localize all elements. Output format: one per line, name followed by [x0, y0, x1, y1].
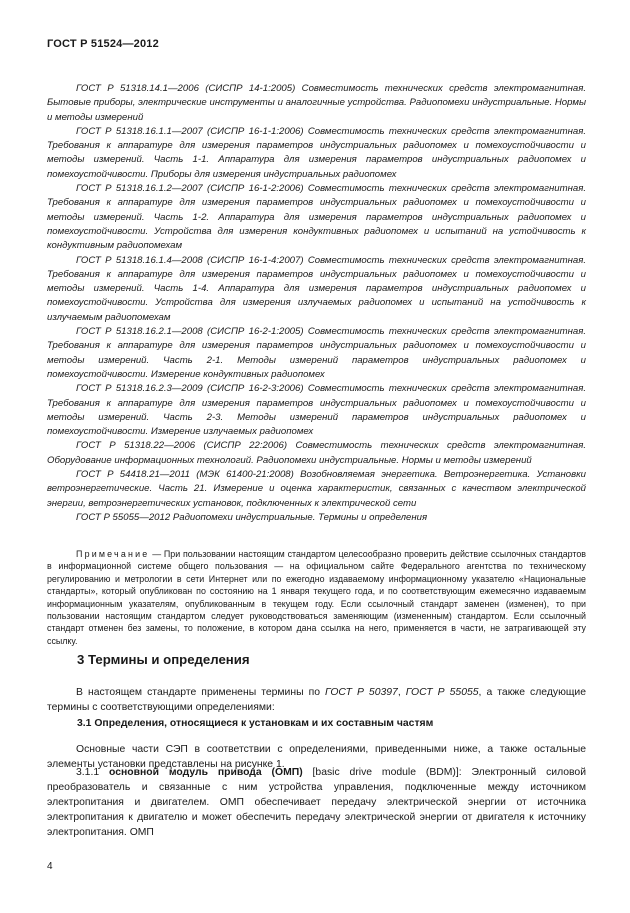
- para1: Основные части СЭП в соответствии с определениями, приведенными ниже, а также остальные элементы установки представлены на рисунке 1.: [47, 744, 586, 770]
- intro-ref: ГОСТ Р 55055: [405, 687, 479, 698]
- term-paragraph: [47, 765, 586, 840]
- reference-item: ГОСТ Р 51318.16.2.3—2009 (СИСПР 16-2-3:2006) Совместимость технических средств электромагнитная. Требования к аппаратуре для измерения параметров индустриальных радиопомех и помехоустойчивости и методы измерений. Часть 2-3. Методы измерений параметров индустриальных радиопомех и помехоустойчивости. Измерение излучаемых радиопомех: [47, 383, 586, 438]
- term-number: 3.1.1: [76, 767, 109, 778]
- intro-paragraph: [47, 685, 586, 715]
- normative-references-list: [47, 82, 586, 525]
- reference-item: ГОСТ Р 51318.16.1.4—2008 (СИСПР 16-1-4:2007) Совместимость технических средств электромагнитная. Требования к аппаратуре для измерения параметров индустриальных радиопомех и помехоустойчивости и методы измерений. Часть 1-4. Аппаратура для измерения параметров индустриальных радиопомех и помехоустойчивости. Устройства для измерения излучаемых радиопомех и испытаний на устойчивость к излучаемым радиопомехам: [47, 254, 586, 323]
- intro-text: , а также следующие термины с соответствующими определениями:: [47, 687, 586, 713]
- section-heading: 3 Термины и определения: [77, 652, 250, 667]
- section-intro: [47, 685, 586, 715]
- note-block: [47, 548, 586, 647]
- reference-item: ГОСТ Р 51318.16.1.1—2007 (СИСПР 16-1-1:2006) Совместимость технических средств электромагнитная. Требования к аппаратуре для измерения параметров индустриальных радиопомех и помехоустойчивости и методы измерений. Часть 1-1. Аппаратура для измерения параметров индустриальных радиопомех и помехоустойчивости. Приборы для измерения индустриальных радиопомех: [47, 125, 586, 180]
- subsection-heading: 3.1 Определения, относящиеся к установкам и их составным частям: [77, 718, 434, 729]
- term-english: [basic drive module (BDM)]:: [302, 767, 472, 778]
- intro-sep: ,: [397, 687, 406, 698]
- reference-item: ГОСТ Р 51318.22—2006 (СИСПР 22:2006) Совместимость технических средств электромагнитная. Оборудование информационных технологий. Радиопомехи индустриальные. Нормы и методы измерений: [47, 440, 586, 466]
- term-name: основной модуль привода (ОМП): [108, 767, 303, 778]
- page-number: 4: [47, 861, 53, 872]
- intro-ref: ГОСТ Р 50397: [325, 687, 398, 698]
- reference-item: ГОСТ Р 54418.21—2011 (МЭК 61400-21:2008) Возобновляемая энергетика. Ветроэнергетика. Установки ветроэнергетические. Часть 21. Измерение и оценка характеристик, связанных с качеством электрической энергии, ветроэнергетических установок, подключенных к электрической сети: [47, 469, 586, 509]
- intro-text: В настоящем стандарте применены термины по: [76, 687, 326, 698]
- reference-item: ГОСТ Р 51318.16.1.2—2007 (СИСПР 16-1-2:2006) Совместимость технических средств электромагнитная. Требования к аппаратуре для измерения параметров индустриальных радиопомех и помехоустойчивости и методы измерений. Часть 1-2. Аппаратура для измерения параметров индустриальных радиопомех и помехоустойчивости. Устройства для измерения кондуктивных радиопомех и испытаний на устойчивость к кондуктивным радиопомехам: [47, 183, 586, 252]
- note-paragraph: [47, 548, 586, 647]
- note-text: При пользовании настоящим стандартом целесообразно проверить действие ссылочных стандартов в информационной системе общего пользования — на официальном сайте Федерального агентства по техническому регулированию и метрологии в сети Интернет или по ежегодно издаваемому информационному указателю «Национальные стандарты», который опубликован по состоянию на 1 января текущего года, и по соответствующим ежемесячно издаваемым информационным указателям, опубликованным в текущем году. Если ссылочный стандарт заменен (изменен), то при пользовании настоящим стандартом следует руководствоваться заменяющим (измененным) стандартом. Если ссылочный стандарт отменен без замены, то положение, в котором дана ссылка на него, применяется в части, не затрагивающей эту ссылку.: [47, 549, 586, 646]
- page-header: ГОСТ Р 51524—2012: [47, 38, 159, 50]
- reference-item: ГОСТ Р 55055—2012 Радиопомехи индустриальные. Термины и определения: [76, 511, 428, 523]
- term-definition-text: Электронный силовой преобразователь и связанные с ним устройства управления, подключенные между источником электропитания и двигателем. ОМП обеспечивает передачу электрической энергии от источника электропитания к двигателю и может обеспечить передачу электрической энергии от двигателя к источнику электропитания. ОМП: [47, 767, 587, 838]
- note-dash: —: [149, 549, 164, 559]
- note-label: Примечание: [76, 549, 150, 559]
- term-definition: [47, 765, 586, 840]
- reference-item: ГОСТ Р 51318.14.1—2006 (СИСПР 14-1:2005) Совместимость технических средств электромагнитная. Бытовые приборы, электрические инструменты и аналогичные устройства. Радиопомехи индустриальные. Нормы и методы измерений: [47, 83, 586, 123]
- reference-item: ГОСТ Р 51318.16.2.1—2008 (СИСПР 16-2-1:2005) Совместимость технических средств электромагнитная. Требования к аппаратуре для измерения параметров индустриальных радиопомех и помехоустойчивости и методы измерений. Часть 2-1. Методы измерений параметров индустриальных радиопомех и помехоустойчивости. Измерение кондуктивных радиопомех: [47, 326, 586, 380]
